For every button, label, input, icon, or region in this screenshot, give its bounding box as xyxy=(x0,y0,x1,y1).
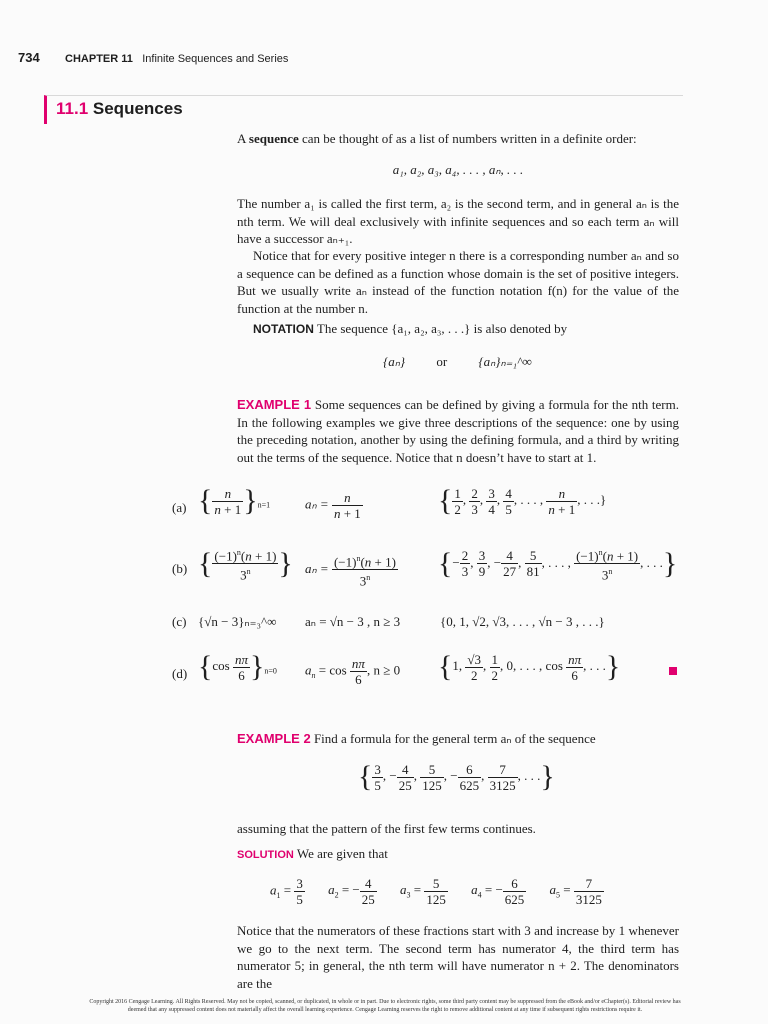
row-d-formula: $a_n = \cos$ $\frac{n\pi}{6}$ , n ≥ 0 xyxy=(305,656,401,687)
row-a-an: aₙ = xyxy=(305,496,329,512)
row-a-terms: { $\frac{1}{2}$ , $\frac{2}{3}$ , $\frac{3}{4}$ , $\frac{4}{5}$ , . . . , $\frac{n}{n + 1}$ , . . .} xyxy=(438,484,607,517)
notation-text: The sequence {a₁, a₂, a₃, . . .} is also denoted by xyxy=(316,321,568,336)
intro-paragraph xyxy=(237,130,679,148)
row-b-notation: { $\frac{(-1)^n(n + 1)}{3^n}$ } xyxy=(198,546,293,583)
example2-sequence: { $\frac{3}{5}$ , − $\frac{4}{25}$ , $\frac{5}{125}$ , − $\frac{6}{625}$ , $\frac{7}{3125}$ , . . .} xyxy=(358,760,555,793)
row-b-tag: (b) xyxy=(172,561,188,576)
running-header xyxy=(18,50,288,65)
intro-term: sequence xyxy=(248,131,299,146)
paragraph-terms: The number a₁ is called the first term, a₂ is the second term, and in general aₙ is the nth term. We will deal exclusively with infinite sequences and so each term aₙ will have a successor aₙ₊₁. xyxy=(237,196,679,246)
row-c-notation: {√n − 3}ₙ₌₃^∞ xyxy=(198,614,277,629)
notation-right: {aₙ}ₙ₌₁^∞ xyxy=(478,354,532,369)
notation-or: or xyxy=(436,354,448,369)
example1-paragraph xyxy=(237,396,679,466)
sequence-display: a₁, a₂, a₃, a₄, . . . , aₙ, . . . xyxy=(392,162,524,177)
chapter-title: Infinite Sequences and Series xyxy=(142,53,289,65)
example2-label: EXAMPLE 2 xyxy=(237,731,311,746)
row-c-terms: {0, 1, √2, √3, . . . , √n − 3 , . . .} xyxy=(440,614,605,629)
row-d-notation: {cos $\frac{n\pi}{6}$ }$_{n=0}$ xyxy=(198,650,277,683)
example1-text: Some sequences can be defined by giving a formula for the nth term. In the following examples we give three descriptions of the sequence: one by using the preceding notation, another by using the defining formula, and a third by writing out the terms of the sequence. Notice that n doesn’t have to start at 1. xyxy=(237,397,680,465)
row-b-terms: {− $\frac{2}{3}$ , $\frac{3}{9}$ , − $\frac{4}{27}$ , $\frac{5}{81}$ , . . . , $\frac{(-1)^n(n + 1)}{3^n}$ , . . .} xyxy=(438,546,678,583)
page-number: 734 xyxy=(18,50,40,65)
row-d-tag: (d) xyxy=(172,666,188,681)
chapter-label: CHAPTER 11 xyxy=(65,53,133,65)
row-c-formula: aₙ = √n − 3 , n ≥ 3 xyxy=(305,614,401,629)
solution-label: SOLUTION xyxy=(237,849,294,861)
row-a-sub: n=1 xyxy=(257,500,271,510)
paragraph-numerators: Notice that the numerators of these fractions start with 3 and increase by 1 whenever we go to the next term. The second term has numerator 4, the third term has numerator 5; in general, the nth term will have numerator n + 2. The denominators are the xyxy=(237,923,679,991)
solution-line xyxy=(237,845,679,865)
notation-display xyxy=(383,354,532,370)
row-a-formula: aₙ = $\frac{n}{n + 1}$ xyxy=(305,490,361,521)
intro-rest: can be thought of as a list of numbers written in a definite order: xyxy=(298,131,637,146)
solution-terms: $a_1$ = $\frac{3}{5}$ $a_2$ = − $\frac{4}{25}$ $a_3$ = $\frac{5}{125}$ $a_4$ = − $\frac{6}{625}$ $a_5$ = $\frac{7}{3125}$ xyxy=(270,876,602,907)
copyright-footer: Copyright 2016 Cengage Learning. All Rights Reserved. May not be copied, scanned, or duplicated, in whole or in part. Due to electronic rights, some third party content may be suppressed from the eBook and/or eChapter(s). Editorial review has deemed that any suppressed content does not materially affect the overall learning experience. Cengage Learning reserves the right to remove additional content at any time if subsequent rights restrictions require it. xyxy=(89,999,681,1013)
row-d-terms: {1, $\frac{√3}{2}$ , $\frac{1}{2}$ , 0, . . . , cos $\frac{n\pi}{6}$ , . . .} xyxy=(438,650,621,683)
row-c-tag: (c) xyxy=(172,614,187,629)
row-a-tail: , . . .} xyxy=(577,491,607,507)
section-number: 11.1 xyxy=(56,99,89,118)
example2-text: Find a formula for the general term aₙ of the sequence xyxy=(313,731,596,746)
example1-label: EXAMPLE 1 xyxy=(237,397,312,412)
row-d-cond: , n ≥ 0 xyxy=(366,662,401,678)
row-b-formula: aₙ = $\frac{(-1)^n(n + 1)}{3^n}$ xyxy=(305,551,398,589)
row-a-notation: { $\frac{n}{n + 1}$ }$_{n=1}$ xyxy=(198,484,271,517)
notation-line xyxy=(253,320,679,339)
intro-lead: A xyxy=(237,131,249,146)
row-d-sub: n=0 xyxy=(264,666,277,676)
notation-left: {aₙ} xyxy=(383,354,406,369)
row-a-tag: (a) xyxy=(172,500,187,515)
solution-text: We are given that xyxy=(296,846,388,861)
notation-label: NOTATION xyxy=(253,322,314,336)
example2-after: assuming that the pattern of the first few terms continues. xyxy=(237,821,536,836)
example-end-marker xyxy=(669,667,677,675)
section-heading xyxy=(56,99,183,119)
example2-paragraph xyxy=(237,730,679,748)
paragraph-function: Notice that for every positive integer n there is a corresponding number aₙ and so a sequence can be defined as a function whose domain is the set of positive integers. But we usually write aₙ instead of the function notation f(n) for the value of the function at the number n. xyxy=(237,248,679,316)
row-b-an: aₙ = xyxy=(305,560,329,576)
section-title: Sequences xyxy=(92,99,183,118)
